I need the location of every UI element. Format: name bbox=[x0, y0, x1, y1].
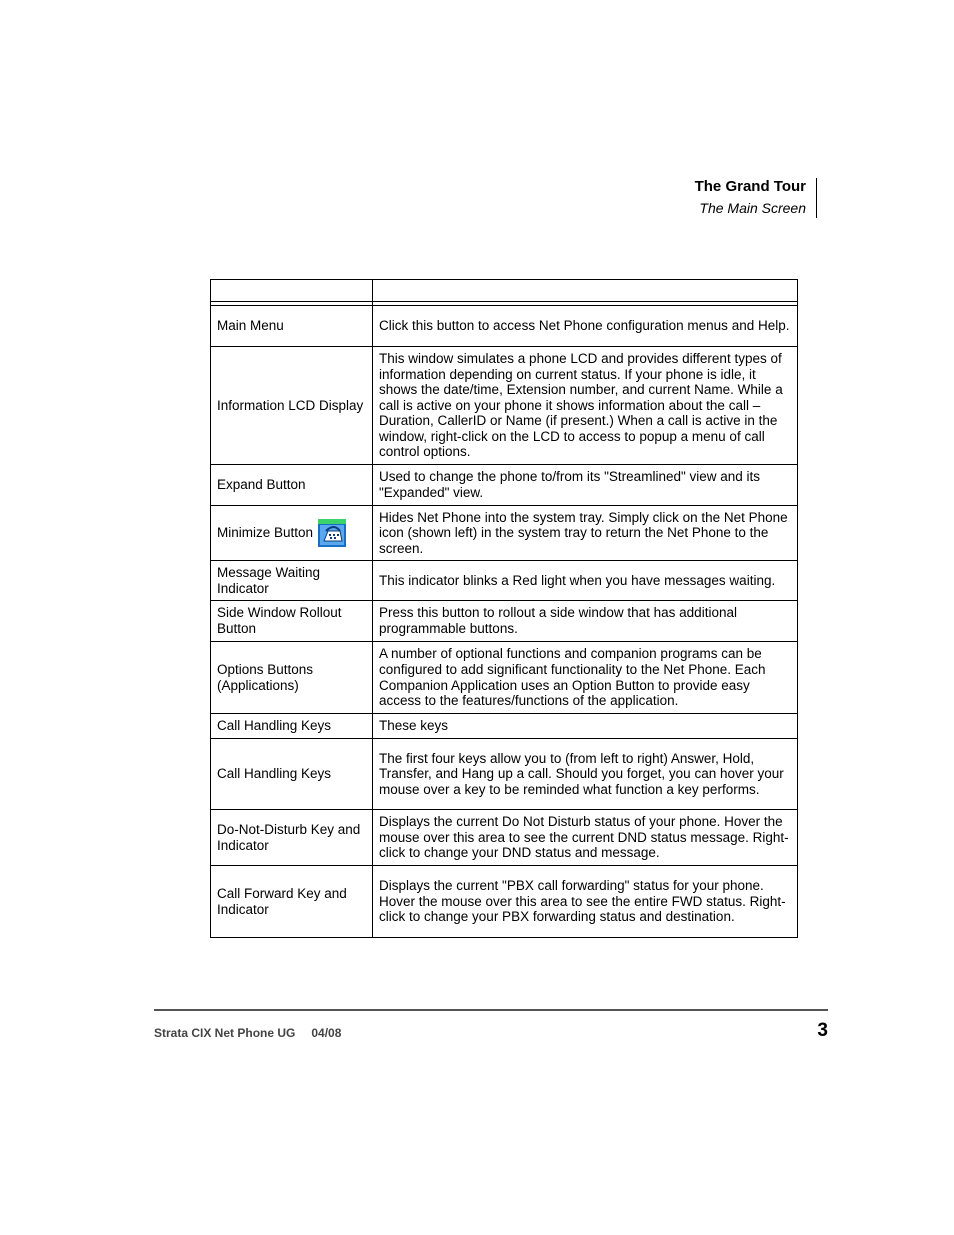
row-description: A number of optional functions and companion programs can be configured to add significant functionality to the Net Phone. Each Companion Application uses an Option Button to provide easy access to the features/functions of the application. bbox=[373, 642, 798, 714]
row-name: Minimize Button bbox=[217, 525, 314, 541]
row-description: The first four keys allow you to (from left to right) Answer, Hold, Transfer, and Hang up a call. Should you forget, you can hover your mouse over a key to be reminded what function a key performs. bbox=[373, 739, 798, 810]
row-name-cell bbox=[211, 506, 373, 561]
footer-doc-info bbox=[154, 1026, 341, 1040]
table-row bbox=[211, 642, 798, 714]
row-name: Call Forward Key and Indicator bbox=[211, 866, 373, 938]
footer-date: 04/08 bbox=[311, 1026, 342, 1040]
row-description: Press this button to rollout a side window that has additional programmable buttons. bbox=[373, 601, 798, 642]
table-row bbox=[211, 739, 798, 810]
chapter-title: The Grand Tour bbox=[694, 178, 806, 195]
table-row bbox=[211, 465, 798, 506]
table-row bbox=[211, 561, 798, 601]
net-phone-icon bbox=[318, 519, 346, 547]
row-name: Message Waiting Indicator bbox=[211, 561, 373, 601]
row-name: Call Handling Keys bbox=[211, 739, 373, 810]
table-row bbox=[211, 810, 798, 866]
running-header bbox=[695, 178, 817, 218]
row-description: Displays the current "PBX call forwarding" status for your phone. Hover the mouse over this area to see the entire FWD status. Right-click to change your PBX forwarding status and destination. bbox=[373, 866, 798, 938]
row-description: This indicator blinks a Red light when you have messages waiting. bbox=[373, 561, 798, 601]
row-name: Information LCD Display bbox=[211, 347, 373, 465]
row-description: This window simulates a phone LCD and provides different types of information depending on current status. If your phone is idle, it shows the date/time, Extension number, and current Name. While a call is active on your phone it shows information about the call – Duration, CallerID or Name (if present.) When a call is active in the window, right-click on the LCD to access to popup a menu of call control options. bbox=[373, 347, 798, 465]
table-row bbox=[211, 306, 798, 347]
table-row bbox=[211, 347, 798, 465]
table-row bbox=[211, 506, 798, 561]
row-name: Call Handling Keys bbox=[211, 714, 373, 739]
row-description: Click this button to access Net Phone configuration menus and Help. bbox=[373, 306, 798, 347]
table-header-row bbox=[211, 280, 798, 302]
table-row bbox=[211, 601, 798, 642]
table-row bbox=[211, 714, 798, 739]
row-description: Hides Net Phone into the system tray. Simply click on the Net Phone icon (shown left) in the system tray to return the Net Phone to the screen. bbox=[373, 506, 798, 561]
page-number: 3 bbox=[817, 1020, 828, 1041]
header-cell-name bbox=[211, 280, 373, 302]
row-name: Expand Button bbox=[211, 465, 373, 506]
row-description: Used to change the phone to/from its "Streamlined" view and its "Expanded" view. bbox=[373, 465, 798, 506]
row-name: Side Window Rollout Button bbox=[211, 601, 373, 642]
section-title: The Main Screen bbox=[699, 200, 806, 216]
footer-doc-title: Strata CIX Net Phone UG bbox=[154, 1026, 296, 1040]
row-description: These keys bbox=[373, 714, 798, 739]
row-name: Main Menu bbox=[211, 306, 373, 347]
header-cell-description bbox=[373, 280, 798, 302]
row-name: Options Buttons (Applications) bbox=[211, 642, 373, 714]
table-row bbox=[211, 866, 798, 938]
footer-divider bbox=[154, 1009, 828, 1011]
row-name: Do-Not-Disturb Key and Indicator bbox=[211, 810, 373, 866]
row-description: Displays the current Do Not Disturb status of your phone. Hover the mouse over this area to see the current DND status message. Right-click to change your DND status and message. bbox=[373, 810, 798, 866]
feature-table bbox=[210, 279, 798, 938]
